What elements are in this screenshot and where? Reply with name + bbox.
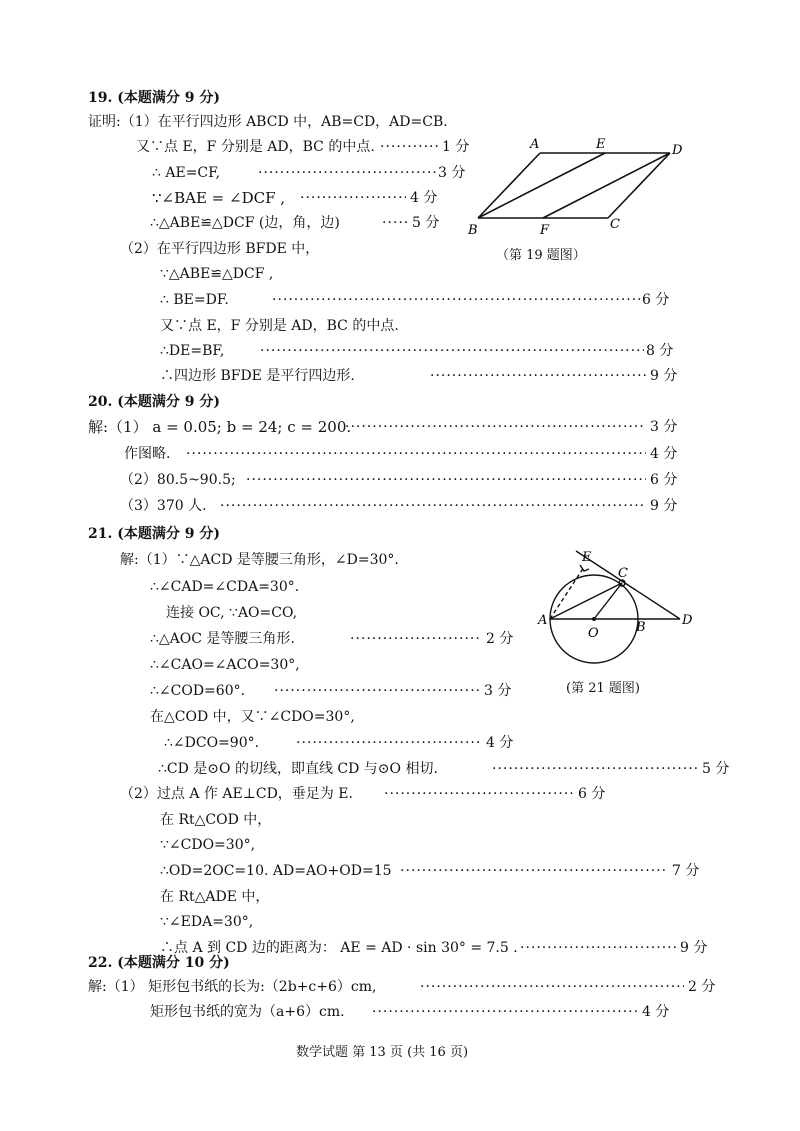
q21-score-6: 3 分 bbox=[484, 683, 512, 699]
q19-score-4: 4 分 bbox=[410, 190, 438, 206]
leader-dots bbox=[430, 367, 648, 385]
q21-line-4: ∴△AOC 是等腰三角形. bbox=[150, 631, 295, 647]
q19-label-D: D bbox=[672, 143, 683, 158]
q21-line-12: ∵∠CDO=30°, bbox=[160, 837, 256, 853]
q20-line-3: （2）80.5~90.5; bbox=[120, 472, 236, 488]
leader-dots bbox=[258, 164, 436, 182]
q21-label-D: D bbox=[682, 613, 693, 628]
q20-score-3: 6 分 bbox=[650, 472, 678, 488]
q19-score-2: 1 分 bbox=[442, 139, 470, 155]
leader-dots bbox=[246, 471, 646, 489]
q19-label-A: A bbox=[530, 137, 540, 152]
q21-label-C: C bbox=[618, 566, 628, 581]
q19-score-5: 5 分 bbox=[412, 215, 440, 231]
leader-dots bbox=[272, 291, 640, 309]
q21-figure-caption: (第 21 题图) bbox=[566, 681, 640, 696]
q19-line-6: （2）在平行四边形 BFDE 中， bbox=[120, 241, 320, 257]
q20-title: 20. (本题满分 9 分) bbox=[88, 394, 220, 410]
q21-line-7: 在△COD 中，又∵∠CDO=30°, bbox=[150, 709, 355, 725]
q19-line-5: ∴△ABE≌△DCF (边，角，边) bbox=[150, 215, 340, 231]
q19-line-1: 证明:（1）在平行四边形 ABCD 中，AB=CD，AD=CB. bbox=[88, 114, 448, 130]
q22-score-2: 4 分 bbox=[642, 1004, 670, 1020]
q19-line-10: ∴DE=BF, bbox=[160, 343, 225, 359]
q21-score-4: 2 分 bbox=[486, 631, 514, 647]
q22-line-1: 解:（1） 矩形包书纸的长为:（2b+c+6）cm, bbox=[88, 979, 377, 995]
q19-score-3: 3 分 bbox=[438, 165, 466, 181]
leader-dots bbox=[350, 630, 482, 648]
q21-line-1: 解:（1）∵△ACD 是等腰三角形，∠D=30°. bbox=[120, 552, 399, 568]
q19-label-F: F bbox=[540, 223, 550, 238]
leader-dots bbox=[220, 497, 646, 515]
q19-score-10: 8 分 bbox=[646, 343, 674, 359]
q21-label-E: E bbox=[582, 550, 592, 565]
leader-dots bbox=[520, 939, 676, 957]
q21-line-15: ∵∠EDA=30°, bbox=[160, 914, 254, 930]
leader-dots bbox=[274, 682, 480, 700]
q20-line-4: （3）370 人. bbox=[120, 498, 207, 514]
leader-dots bbox=[384, 785, 574, 803]
q21-line-13: ∴OD=2OC=10. AD=AO+OD=15 bbox=[160, 863, 392, 879]
q20-score-1: 3 分 bbox=[650, 419, 678, 435]
q19-score-11: 9 分 bbox=[650, 368, 678, 384]
q21-score-16: 9 分 bbox=[680, 940, 708, 956]
leader-dots bbox=[380, 138, 440, 156]
q19-line-3: ∴ AE=CF, bbox=[152, 165, 221, 181]
q19-label-E: E bbox=[596, 137, 606, 152]
q22-line-2: 矩形包书纸的宽为（a+6）cm. bbox=[150, 1004, 345, 1020]
q19-line-2: 又∵点 E，F 分别是 AD，BC 的中点. bbox=[136, 139, 375, 155]
leader-dots bbox=[300, 189, 406, 207]
q21-label-B: B bbox=[636, 620, 646, 635]
q21-line-14: 在 Rt△ADE 中， bbox=[160, 889, 270, 905]
leader-dots bbox=[345, 418, 645, 436]
q21-line-16: ∴点 A 到 CD 边的距离为： AE = AD · sin 30° = 7.5 . bbox=[160, 940, 518, 956]
q21-label-O: O bbox=[588, 626, 599, 641]
q21-line-3: 连接 OC, ∵AO=CO, bbox=[166, 605, 298, 621]
leader-dots bbox=[372, 1003, 638, 1021]
q21-line-11: 在 Rt△COD 中， bbox=[160, 812, 272, 828]
q19-line-11: ∴四边形 BFDE 是平行四边形. bbox=[160, 368, 355, 384]
page-footer: 数学试题 第 13 页 (共 16 页) bbox=[296, 1045, 469, 1060]
leader-dots bbox=[186, 445, 646, 463]
q21-line-10: （2）过点 A 作 AE⊥CD，垂足为 E. bbox=[120, 786, 353, 802]
q21-score-9: 5 分 bbox=[702, 761, 730, 777]
q21-label-A: A bbox=[538, 613, 548, 628]
q19-figure-caption: （第 19 题图） bbox=[496, 248, 586, 263]
q19-line-9: 又∵点 E，F 分别是 AD，BC 的中点. bbox=[160, 318, 399, 334]
q21-score-13: 7 分 bbox=[672, 863, 700, 879]
leader-dots bbox=[492, 760, 700, 778]
leader-dots bbox=[296, 734, 482, 752]
q21-line-5: ∴∠CAO=∠ACO=30°, bbox=[150, 657, 300, 673]
q22-title: 22. (本题满分 10 分) bbox=[88, 955, 230, 971]
q20-line-1: 解:（1） a = 0.05; b = 24; c = 200. bbox=[88, 418, 352, 436]
q19-label-C: C bbox=[610, 217, 620, 232]
q21-line-6: ∴∠COD=60°. bbox=[150, 683, 246, 699]
q20-score-2: 4 分 bbox=[650, 446, 678, 462]
q21-title: 21. (本题满分 9 分) bbox=[88, 526, 220, 542]
q19-line-8: ∴ BE=DF. bbox=[160, 292, 229, 308]
q19-line-7: ∵△ABE≌△DCF , bbox=[160, 266, 274, 282]
q21-figure bbox=[536, 545, 706, 675]
q21-line-8: ∴∠DCO=90°. bbox=[164, 735, 260, 751]
q19-label-B: B bbox=[468, 223, 478, 238]
q22-score-1: 2 分 bbox=[688, 979, 716, 995]
q19-line-4: ∵∠BAE = ∠DCF , bbox=[152, 189, 286, 207]
q19-score-8: 6 分 bbox=[642, 292, 670, 308]
leader-dots bbox=[420, 978, 684, 996]
leader-dots bbox=[382, 214, 410, 232]
q21-line-9: ∴CD 是⊙O 的切线，即直线 CD 与⊙O 相切. bbox=[158, 761, 438, 777]
q19-title: 19. (本题满分 9 分) bbox=[88, 90, 220, 106]
q21-score-8: 4 分 bbox=[486, 735, 514, 751]
leader-dots bbox=[400, 862, 668, 880]
q20-score-4: 9 分 bbox=[650, 498, 678, 514]
leader-dots bbox=[260, 342, 644, 360]
q21-line-2: ∴∠CAD=∠CDA=30°. bbox=[150, 579, 300, 595]
q20-line-2: 作图略. bbox=[124, 446, 171, 462]
q21-score-10: 6 分 bbox=[578, 786, 606, 802]
